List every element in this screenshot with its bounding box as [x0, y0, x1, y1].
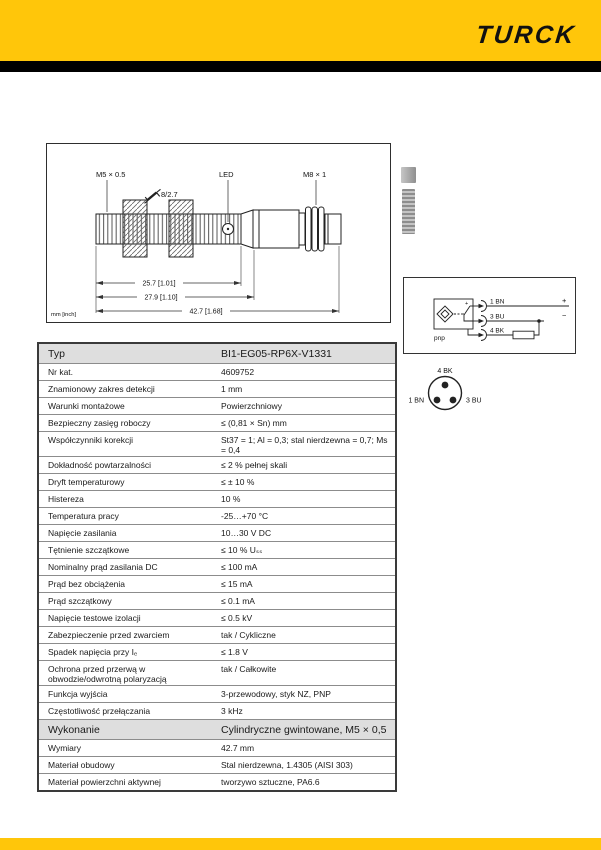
spec-table [37, 342, 397, 792]
spec-row [39, 660, 395, 685]
spec-row [39, 414, 395, 431]
spec-value: -25…+70 °C [221, 511, 269, 522]
spec-label: Materiał powierzchni aktywnej [48, 777, 161, 788]
dimension-drawing [46, 143, 391, 323]
terminal-arrows [479, 304, 485, 337]
spec-value: 3 kHz [221, 706, 243, 717]
thread-rear-label: M8 × 1 [303, 170, 327, 179]
dimension-25-7 [96, 278, 241, 288]
spec-label: Dryft temperaturowy [48, 477, 125, 488]
spec-row [39, 575, 395, 592]
spec-value: ≤ 1.8 V [221, 647, 248, 658]
sensor-dimension-svg [47, 144, 390, 322]
spec-row [39, 380, 395, 397]
product-photo [400, 166, 418, 236]
thread-front-label: M5 × 0.5 [96, 170, 126, 179]
pin-4 [442, 382, 449, 389]
spec-label: Typ [48, 348, 65, 360]
inductive-symbol-icon [437, 306, 453, 322]
spec-value: tworzywo sztuczne, PA6.6 [221, 777, 320, 788]
spec-row [39, 643, 395, 660]
spec-value: 42.7 mm [221, 743, 255, 754]
spec-row [39, 773, 395, 790]
spec-row [39, 626, 395, 643]
spec-section-row [39, 344, 395, 363]
spec-label: Funkcja wyjścia [48, 689, 108, 700]
spec-label: Napięcie testowe izolacji [48, 613, 141, 624]
spec-label: Materiał obudowy [48, 760, 115, 771]
spec-row [39, 524, 395, 541]
wrench-size-label: 8/2.7 [161, 190, 178, 199]
spec-row [39, 609, 395, 626]
spec-value: 10…30 V DC [221, 528, 272, 539]
spec-row [39, 473, 395, 490]
spec-label: Zabezpieczenie przed zwarciem [48, 630, 170, 641]
units-note: mm [inch] [51, 312, 77, 318]
led-indicator [223, 224, 234, 235]
pin-1 [434, 397, 441, 404]
spec-value: 4609752 [221, 367, 255, 377]
spec-row [39, 558, 395, 575]
dimension-42-7 [96, 306, 339, 316]
spec-row [39, 592, 395, 609]
pinout-svg [398, 360, 494, 422]
connector-pinout [398, 360, 494, 422]
wrench-icon [145, 189, 161, 203]
spec-value: ≤ (0,81 × Sn) mm [221, 418, 287, 428]
footer-band [0, 838, 601, 850]
terminal-1-label: 1 BN [490, 298, 505, 306]
dim-label-2: 27.9 [1.10] [144, 294, 178, 302]
spec-row [39, 490, 395, 507]
load-resistor-icon [513, 331, 534, 339]
dimension-27-9 [96, 292, 254, 302]
spec-value: Stal nierdzewna, 1.4305 (AISI 303) [221, 760, 353, 771]
spec-row [39, 507, 395, 524]
spec-value: St37 = 1; Al = 0,3; stal nierdzewna = 0,7; Ms = 0,4 [221, 435, 388, 456]
sensor-outline [96, 200, 341, 257]
spec-value: BI1-EG05-RP6X-V1331 [221, 348, 332, 360]
spec-value: 3-przewodowy, styk NZ, PNP [221, 689, 331, 700]
spec-row [39, 756, 395, 773]
led-label: LED [219, 170, 234, 179]
spec-label: Wymiary [48, 743, 81, 754]
spec-value: ≤ 10 % Uₛₛ [221, 545, 263, 556]
pin-right-label: 3 BU [466, 397, 482, 405]
spec-label: Nominalny prąd zasilania DC [48, 562, 158, 573]
spec-row [39, 456, 395, 473]
pin-left-label: 1 BN [408, 397, 424, 405]
spec-value: Powierzchniowy [221, 401, 282, 411]
spec-label: Ochrona przed przerwą w obwodzie/odwrotną polaryzacją [48, 664, 167, 685]
spec-label: Temperatura pracy [48, 511, 119, 522]
terminal-2-label: 3 BU [490, 313, 505, 321]
spec-label: Prąd szczątkowy [48, 596, 112, 607]
polarity-plus: + [562, 296, 567, 305]
spec-label: Bezpieczny zasięg roboczy [48, 418, 151, 428]
spec-label: Histereza [48, 494, 84, 505]
spec-row [39, 685, 395, 702]
spec-label: Prąd bez obciążenia [48, 579, 126, 590]
spec-label: Współczynniki korekcji [48, 435, 134, 445]
spec-label: Spadek napięcia przy Iₑ [48, 647, 138, 658]
spec-value: ≤ 0.1 mA [221, 596, 255, 607]
dim-label-1: 25.7 [1.01] [142, 280, 176, 288]
dim-label-3: 42.7 [1.68] [189, 308, 223, 316]
spec-label: Nr kat. [48, 367, 74, 377]
spec-label: Dokładność powtarzalności [48, 460, 151, 471]
spec-value: 1 mm [221, 384, 243, 394]
pnp-label: pnp [434, 335, 445, 342]
junction-dot [537, 319, 541, 323]
spec-label: Znamionowy zakres detekcji [48, 384, 155, 394]
spec-row [39, 363, 395, 380]
spec-value: ≤ ± 10 % [221, 477, 255, 488]
spec-row [39, 397, 395, 414]
spec-value: Cylindryczne gwintowane, M5 × 0,5 [221, 724, 387, 737]
spec-value: tak / Cykliczne [221, 630, 276, 641]
spec-label: Częstotliwość przełączania [48, 706, 151, 717]
spec-value: ≤ 15 mA [221, 579, 253, 590]
spec-row [39, 541, 395, 558]
pin-3 [450, 397, 457, 404]
polarity-minus: − [562, 311, 567, 320]
spec-value: ≤ 0.5 kV [221, 613, 253, 624]
spec-label: Warunki montażowe [48, 401, 125, 411]
spec-value: tak / Całkowite [221, 664, 277, 675]
spec-label: Wykonanie [48, 724, 100, 737]
connector-face-icon [429, 377, 462, 410]
terminal-3-label: 4 BK [490, 327, 505, 335]
plus-mark: + [465, 301, 469, 307]
spec-section-row [39, 719, 395, 739]
spec-row [39, 739, 395, 756]
header-black-bar [0, 61, 601, 72]
spec-row [39, 702, 395, 719]
turck-logo: TURCK [474, 21, 578, 49]
spec-label: Tętnienie szczątkowe [48, 545, 130, 556]
pin-top-label: 4 BK [437, 368, 453, 375]
header-band [0, 0, 601, 61]
spec-value: 10 % [221, 494, 241, 505]
spec-value: ≤ 100 mA [221, 562, 258, 573]
spec-label: Napięcie zasilania [48, 528, 117, 539]
spec-row [39, 431, 395, 456]
photo-threaded-body [402, 189, 415, 234]
wiring-diagram [403, 277, 576, 354]
spec-value: ≤ 2 % pełnej skali [221, 460, 288, 471]
photo-connector-part [401, 167, 416, 183]
wiring-svg [404, 278, 575, 353]
